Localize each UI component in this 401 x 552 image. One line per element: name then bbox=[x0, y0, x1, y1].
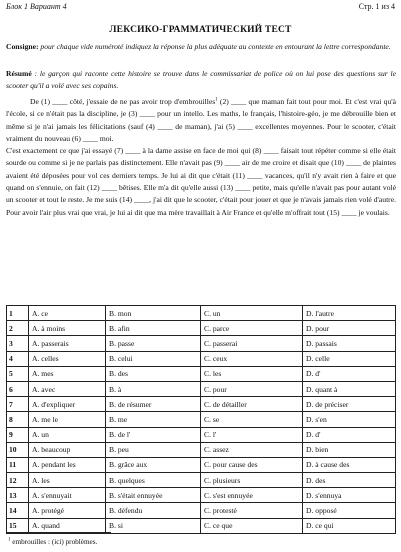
option-b[interactable]: B. défendu bbox=[106, 503, 201, 518]
test-title: ЛЕКСИКО-ГРАММАТИЧЕСКИЙ ТЕСТ bbox=[109, 25, 292, 35]
option-b[interactable]: B. s'était ennuyée bbox=[106, 488, 201, 503]
text-part: De (1) ____ côté, j'essaie de ne pas avoir trop d'embrouilles bbox=[30, 97, 216, 106]
option-c[interactable]: C. plusieurs bbox=[201, 473, 303, 488]
answer-row bbox=[7, 442, 396, 457]
question-number: 14 bbox=[7, 503, 29, 518]
question-number: 13 bbox=[7, 488, 29, 503]
option-b[interactable]: B. des bbox=[106, 366, 201, 381]
footnote-divider bbox=[6, 532, 111, 533]
answer-row bbox=[7, 336, 396, 351]
option-d[interactable]: D. pour bbox=[303, 321, 396, 336]
option-a[interactable]: A. ce bbox=[29, 306, 106, 321]
option-c[interactable]: C. de détailler bbox=[201, 397, 303, 412]
answer-row bbox=[7, 488, 396, 503]
option-a[interactable]: A. à moins bbox=[29, 321, 106, 336]
answer-row bbox=[7, 457, 396, 472]
option-a[interactable]: A. protégé bbox=[29, 503, 106, 518]
option-b[interactable]: B. de résumer bbox=[106, 397, 201, 412]
option-d[interactable]: D. s'ennuya bbox=[303, 488, 396, 503]
option-a[interactable]: A. celles bbox=[29, 351, 106, 366]
question-number: 12 bbox=[7, 473, 29, 488]
option-c[interactable]: C. un bbox=[201, 306, 303, 321]
footnote-ref: 1 bbox=[215, 97, 218, 103]
answer-row bbox=[7, 351, 396, 366]
option-d[interactable]: D. d' bbox=[303, 427, 396, 442]
question-number: 5 bbox=[7, 366, 29, 381]
option-d[interactable]: D. s'en bbox=[303, 412, 396, 427]
option-d[interactable]: D. d' bbox=[303, 366, 396, 381]
option-a[interactable]: A. un bbox=[29, 427, 106, 442]
option-d[interactable]: D. à cause des bbox=[303, 457, 396, 472]
question-number: 2 bbox=[7, 321, 29, 336]
footnote bbox=[8, 538, 97, 546]
answer-row bbox=[7, 306, 396, 321]
header-left: Блок 1 Вариант 4 bbox=[6, 2, 67, 11]
answer-row bbox=[7, 366, 396, 381]
question-number: 7 bbox=[7, 397, 29, 412]
option-d[interactable]: D. bien bbox=[303, 442, 396, 457]
option-a[interactable]: A. d'expliquer bbox=[29, 397, 106, 412]
option-d[interactable]: D. ce qui bbox=[303, 518, 396, 533]
option-c[interactable]: C. protesté bbox=[201, 503, 303, 518]
text-part: (2) ____ que maman fait tout pour moi. Et c'est vrai qu'à l'école, si ce n'était pas la discipline, je (3) ____ pour un intello. Les maths, le français, l'histoire-géo, je me débrouille bien et même si je n'ai jamais les félicitations (sauf (4) ____ de maman), j'ai (5) ____ excellentes moyennes. Pour le scooter, c'était vraiment du nouveau (6) ____ moi. bbox=[6, 97, 396, 143]
answer-row bbox=[7, 427, 396, 442]
answer-row bbox=[7, 503, 396, 518]
question-number: 9 bbox=[7, 427, 29, 442]
question-number: 10 bbox=[7, 442, 29, 457]
summary bbox=[6, 68, 396, 93]
question-number: 6 bbox=[7, 381, 29, 396]
option-d[interactable]: D. des bbox=[303, 473, 396, 488]
cloze-text bbox=[6, 96, 396, 219]
option-b[interactable]: B. si bbox=[106, 518, 201, 533]
option-a[interactable]: A. s'ennuyait bbox=[29, 488, 106, 503]
footnote-text: embrouilles : (ici) problèmes. bbox=[10, 538, 98, 546]
option-a[interactable]: A. beaucoup bbox=[29, 442, 106, 457]
answer-table bbox=[6, 305, 396, 534]
answer-row bbox=[7, 473, 396, 488]
option-b[interactable]: B. me bbox=[106, 412, 201, 427]
option-a[interactable]: A. me le bbox=[29, 412, 106, 427]
option-c[interactable]: C. se bbox=[201, 412, 303, 427]
question-number: 15 bbox=[7, 518, 29, 533]
option-d[interactable]: D. opposé bbox=[303, 503, 396, 518]
option-a[interactable]: A. avec bbox=[29, 381, 106, 396]
answer-row bbox=[7, 321, 396, 336]
option-c[interactable]: C. assez bbox=[201, 442, 303, 457]
header-right: Стр. 1 из 4 bbox=[358, 2, 395, 11]
option-c[interactable]: C. passerai bbox=[201, 336, 303, 351]
option-b[interactable]: B. de l' bbox=[106, 427, 201, 442]
option-d[interactable]: D. passais bbox=[303, 336, 396, 351]
text-paragraph-2: C'est exactement ce que j'ai essayé (7) ____ à la dame assise en face de moi qui (8) ____ faisait tout répéter comme si elle était sourde ou comme si je ne parlais pas distinctement. Elle n'avait pas (9) ____ air de me croire et disait que (10) ____ de plaintes avaient été déposées pour vol ces derniers temps. Je lui ai dit que c'était (11) ____ vacances, qu'il n'y avait rien à faire et que quand on s'ennuie, on fait (12) ____ bêtises. Elle m'a dit qu'elle aussi (13) ____ petite, mais qu'elle n'avait pas pour autant volé un scooter et tout le reste. Je me suis (14) ____, j'ai dit que le scooter, c'était pour jouer et que je n'avais jamais rien volé d'autre. Pour avoir l'air plus vrai que vrai, je lui ai dit que ma mère travaillait à Air France et qu'elle m'offrait tout (15) ____ je voulais. bbox=[6, 146, 396, 217]
consigne-label: Consigne: bbox=[6, 42, 39, 51]
question-number: 8 bbox=[7, 412, 29, 427]
question-number: 3 bbox=[7, 336, 29, 351]
option-c[interactable]: C. pour cause des bbox=[201, 457, 303, 472]
option-b[interactable]: B. à bbox=[106, 381, 201, 396]
option-b[interactable]: B. grâce aux bbox=[106, 457, 201, 472]
option-c[interactable]: C. l' bbox=[201, 427, 303, 442]
option-b[interactable]: B. peu bbox=[106, 442, 201, 457]
option-d[interactable]: D. de préciser bbox=[303, 397, 396, 412]
option-a[interactable]: A. mes bbox=[29, 366, 106, 381]
option-c[interactable]: C. parce bbox=[201, 321, 303, 336]
footnote-marker: 1 bbox=[8, 537, 11, 543]
option-c[interactable]: C. ce que bbox=[201, 518, 303, 533]
question-number: 1 bbox=[7, 306, 29, 321]
option-c[interactable]: C. ceux bbox=[201, 351, 303, 366]
option-b[interactable]: B. afin bbox=[106, 321, 201, 336]
option-c[interactable]: C. s'est ennuyée bbox=[201, 488, 303, 503]
option-d[interactable]: D. quant à bbox=[303, 381, 396, 396]
question-number: 4 bbox=[7, 351, 29, 366]
text-paragraph-1 bbox=[6, 96, 396, 145]
consigne-text: pour chaque vide numéroté indiquez la réponse la plus adéquate au contexte en entourant la lettre correspondante. bbox=[38, 42, 391, 51]
option-d[interactable]: D. celle bbox=[303, 351, 396, 366]
option-a[interactable]: A. passerais bbox=[29, 336, 106, 351]
answer-row bbox=[7, 397, 396, 412]
instructions bbox=[6, 41, 396, 53]
resume-label: Résumé bbox=[6, 69, 32, 78]
answer-row bbox=[7, 412, 396, 427]
option-a[interactable]: A. pendant les bbox=[29, 457, 106, 472]
option-b[interactable]: B. passe bbox=[106, 336, 201, 351]
option-b[interactable]: B. mon bbox=[106, 306, 201, 321]
question-number: 11 bbox=[7, 457, 29, 472]
resume-text: : le garçon qui raconte cette histoire se trouve dans le commissariat de police où on lui pose des questions sur le scooter qu'il a volé avec ses copains. bbox=[6, 69, 396, 91]
option-d[interactable]: D. l'autre bbox=[303, 306, 396, 321]
option-c[interactable]: C. pour bbox=[201, 381, 303, 396]
answer-row bbox=[7, 381, 396, 396]
option-b[interactable]: B. quelques bbox=[106, 473, 201, 488]
option-c[interactable]: C. les bbox=[201, 366, 303, 381]
option-b[interactable]: B. celui bbox=[106, 351, 201, 366]
option-a[interactable]: A. quand bbox=[29, 518, 106, 533]
option-a[interactable]: A. les bbox=[29, 473, 106, 488]
